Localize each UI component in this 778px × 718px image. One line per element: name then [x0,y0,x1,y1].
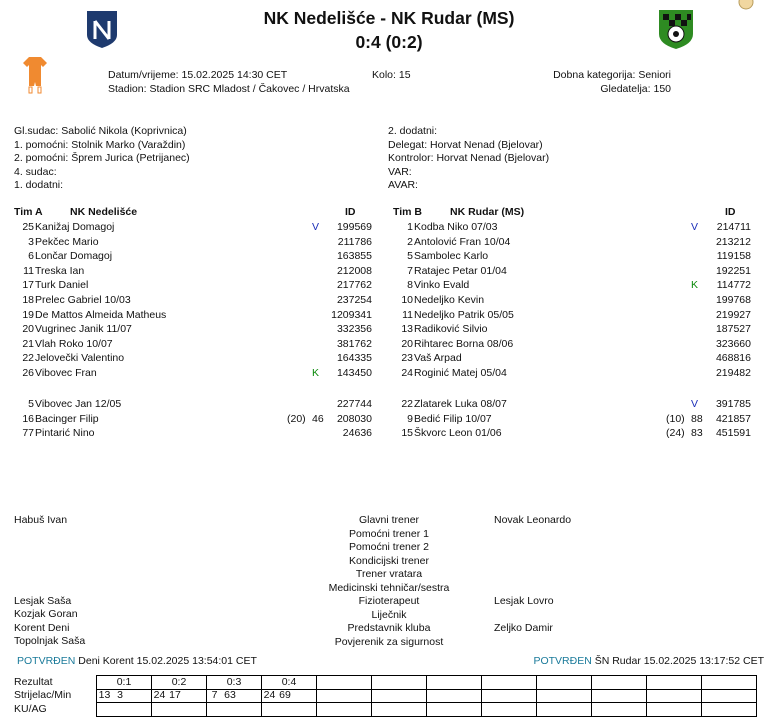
match-round: Kolo: 15 [372,69,411,81]
player-id: 323660 [715,337,751,350]
grid-cell [646,675,702,690]
goal-score: 0:1 [116,676,132,688]
player-row [0,338,778,352]
player-number: 5 [28,398,34,410]
goal-scorer: 24 [263,689,276,701]
player-id: 237254 [336,294,372,306]
staff-role: Glavni trener [358,514,420,526]
official-line: 1. dodatni: [14,179,64,191]
player-name: Radiković Silvio [414,323,488,336]
player-number: 19 [22,308,34,321]
grid-cell [646,702,702,717]
home-physio: Lesjak Saša [14,595,72,607]
player-id: 164335 [336,352,372,365]
player-mark: V [691,221,699,233]
player-number: 5 [407,250,413,263]
team-a-label: Tim A [14,206,43,218]
grid-cell [536,689,592,704]
grid-cell [261,702,317,717]
player-number: 21 [22,337,34,350]
goal-scorer: 24 [153,689,166,701]
grid-cell [426,689,482,704]
sub-change: (24) [666,427,685,440]
grid-cell [701,689,757,704]
player-number: 7 [407,264,413,277]
scorer-label: Strijelac/Min [14,689,72,701]
grid-cell [591,702,647,717]
player-name: Sambolec Karlo [414,250,489,263]
player-mark: K [691,279,699,292]
grid-cell [316,689,372,704]
player-name: Prelec Gabriel 10/03 [35,294,131,306]
match-stadium: Stadion: Stadion SRC Mladost / Čakovec / Hrvatska [108,83,350,95]
grid-cell [591,689,647,704]
player-row [0,236,778,250]
player-number: 2 [407,235,413,248]
player-row [0,367,778,381]
confirm-badge: POTVRĐEN [17,655,76,667]
player-id: 391785 [715,398,751,410]
player-row [0,398,778,412]
player-number: 26 [22,367,34,379]
player-name: Bacinger Filip [35,412,99,425]
home-head-coach: Habuš Ivan [14,514,68,526]
goal-minute: 69 [279,689,291,701]
player-name: Vaš Arpad [414,352,462,365]
player-row [0,309,778,323]
player-number: 18 [22,294,34,306]
staff-role: Medicinski tehničar/sestra [328,581,450,594]
player-name: Antolović Fran 10/04 [414,235,511,248]
grid-cell [481,675,537,690]
player-id: 421857 [715,412,751,425]
grid-cell [316,702,372,717]
official-line: Delegat: Horvat Nenad (Bjelovar) [388,138,543,151]
staff-role: Liječnik [371,608,407,621]
sub-minute: 83 [691,427,703,440]
official-line: 2. dodatni: [388,125,438,137]
player-id: 381762 [336,337,372,350]
team-b-label: Tim B [393,206,422,218]
sub-minute: 88 [691,412,703,425]
player-id: 1209341 [331,308,372,321]
result-label: Rezultat [14,676,53,688]
grid-cell [481,702,537,717]
player-number: 13 [401,323,413,336]
player-name: Vugrinec Janik 11/07 [35,323,132,336]
player-number: 22 [401,398,413,410]
player-row [0,323,778,337]
player-name: Vibovec Jan 12/05 [35,398,122,410]
player-id: 143450 [336,367,372,379]
grid-cell [371,675,427,690]
goal-scorer: 13 [98,689,111,701]
player-number: 11 [402,308,413,321]
player-number: 23 [401,352,413,365]
official-line: Kontrolor: Horvat Nenad (Bjelovar) [388,152,550,164]
sub-change: (10) [666,412,685,425]
grid-cell [481,689,537,704]
goal-score: 0:4 [281,676,297,688]
player-number: 15 [401,427,413,440]
player-name: Vibovec Fran [35,367,97,379]
player-mark: K [312,367,320,379]
player-id: 211786 [337,235,372,248]
grid-cell [316,675,372,690]
player-number: 8 [407,279,413,292]
home-rep: Korent Deni [14,622,70,634]
player-number: 3 [28,235,34,248]
player-name: Nedeljko Kevin [414,294,485,306]
goal-minute: 17 [169,689,181,701]
official-line: Gl.sudac: Sabolić Nikola (Koprivnica) [14,125,187,137]
player-mark: V [312,221,320,233]
player-id: 214711 [716,221,751,233]
home-doctor: Kozjak Goran [14,608,78,620]
grid-cell [96,702,152,717]
home-security: Topolnjak Saša [14,635,86,647]
player-id: 227744 [336,398,372,410]
player-row [0,265,778,279]
match-title: NK Nedelišće - NK Rudar (MS) [263,8,515,28]
confirm-badge: POTVRĐEN [533,655,592,667]
player-number: 11 [23,264,34,277]
staff-role: Pomoćni trener 1 [349,527,429,540]
player-number: 17 [22,279,34,292]
player-number: 24 [401,367,413,379]
player-name: Ratajec Petar 01/04 [414,264,507,277]
player-row [0,294,778,308]
grid-cell [371,689,427,704]
home-confirmation [17,655,257,667]
player-name: Rihtarec Borna 08/06 [414,337,514,350]
player-number: 20 [22,323,34,336]
player-name: Nedeljko Patrik 05/05 [414,308,514,321]
player-name: Pintarić Nino [35,427,95,440]
official-line: 2. pomoćni: Šprem Jurica (Petrijanec) [14,152,190,164]
grid-cell [426,702,482,717]
player-number: 10 [401,294,413,306]
confirm-text: ŠN Rudar 15.02.2025 13:17:52 CET [594,655,764,667]
grid-cell [151,702,207,717]
player-number: 6 [28,250,34,263]
player-row [0,413,778,427]
team-a-name: NK Nedelišće [70,206,138,218]
goal-scorer: 7 [211,689,218,701]
player-number: 77 [22,427,34,440]
staff-role: Predstavnik kluba [347,622,431,634]
age-category: Dobna kategorija: Seniori [553,69,671,81]
team-b-name: NK Rudar (MS) [450,206,525,218]
player-id: 332356 [336,323,372,336]
grid-cell [536,702,592,717]
goal-minute: 3 [117,689,123,701]
official-line: 1. pomoćni: Stolnik Marko (Varaždin) [14,138,186,151]
player-row [0,427,778,441]
player-name: Vlah Roko 10/07 [35,337,113,350]
grid-cell [206,702,262,717]
staff-role: Povjerenik za sigurnost [334,635,444,648]
player-id: 208030 [336,412,372,425]
player-name: Lončar Domagoj [35,250,113,263]
spectators: Gledatelja: 150 [600,83,671,95]
staff-role: Kondicijski trener [349,554,429,567]
player-name: Škvorc Leon 01/06 [414,427,502,440]
player-row [0,352,778,366]
official-line: 4. sudac: [14,165,57,178]
player-id: 24636 [342,427,372,440]
sub-minute: 46 [312,412,324,425]
match-score: 0:4 (0:2) [355,32,423,52]
player-id: 217762 [336,279,372,292]
player-number: 20 [401,337,413,350]
away-confirmation [533,655,764,667]
kuag-label: KU/AG [14,703,47,715]
player-id: 163855 [336,250,372,263]
grid-cell [701,702,757,717]
grid-cell [371,702,427,717]
player-name: Zlatarek Luka 08/07 [414,398,507,410]
player-name: De Mattos Almeida Matheus [35,308,167,321]
goal-score: 0:3 [226,676,242,688]
player-mark: V [691,398,699,410]
player-name: Turk Daniel [35,279,89,292]
player-name: Roginić Matej 05/04 [414,367,507,379]
away-rep: Zeljko Damir [494,622,553,634]
player-id: 119158 [716,250,751,263]
player-number: 1 [407,221,413,233]
player-name: Treska Ian [35,264,85,277]
staff-role: Fizioterapeut [358,595,420,607]
player-name: Vinko Evald [414,279,470,292]
grid-cell [591,675,647,690]
player-name: Pekčec Mario [35,235,99,248]
goal-minute: 63 [224,689,236,701]
player-name: Bedić Filip 10/07 [414,412,492,425]
player-row [0,221,778,235]
player-id: 199768 [715,294,751,306]
player-row [0,250,778,264]
grid-cell [646,689,702,704]
kit-icon [22,56,48,94]
player-id: 213212 [715,235,751,248]
grid-cell [536,675,592,690]
player-id: 212008 [336,264,372,277]
player-id: 187527 [715,323,751,336]
away-physio: Lesjak Lovro [494,595,554,607]
confirm-text: Deni Korent 15.02.2025 13:54:01 CET [78,655,257,667]
player-id: 199569 [336,221,372,233]
player-id: 114772 [716,279,751,292]
player-id: 219927 [715,308,751,321]
player-id: 192251 [715,264,751,277]
player-number: 9 [407,412,413,425]
player-row [0,279,778,293]
player-number: 16 [22,412,34,425]
player-name: Kodba Niko 07/03 [414,221,498,233]
official-line: AVAR: [388,179,418,191]
player-id: 468816 [715,352,751,365]
goal-score: 0:2 [171,676,187,688]
staff-role: Trener vratara [355,568,423,580]
player-id: 451591 [715,427,751,440]
match-date: Datum/vrijeme: 15.02.2025 14:30 CET [108,69,288,81]
player-number: 22 [22,352,34,365]
player-name: Jelovečki Valentino [35,352,125,365]
away-head-coach: Novak Leonardo [494,514,572,526]
team-a-id-header: ID [345,206,356,218]
player-name: Kanižaj Domagoj [35,221,115,233]
player-number: 25 [22,221,34,233]
grid-cell [426,675,482,690]
staff-role: Pomoćni trener 2 [349,541,429,553]
player-id: 219482 [715,367,751,379]
grid-cell [701,675,757,690]
sub-change: (20) [287,412,306,425]
official-line: VAR: [388,165,412,178]
team-b-id-header: ID [725,206,736,218]
